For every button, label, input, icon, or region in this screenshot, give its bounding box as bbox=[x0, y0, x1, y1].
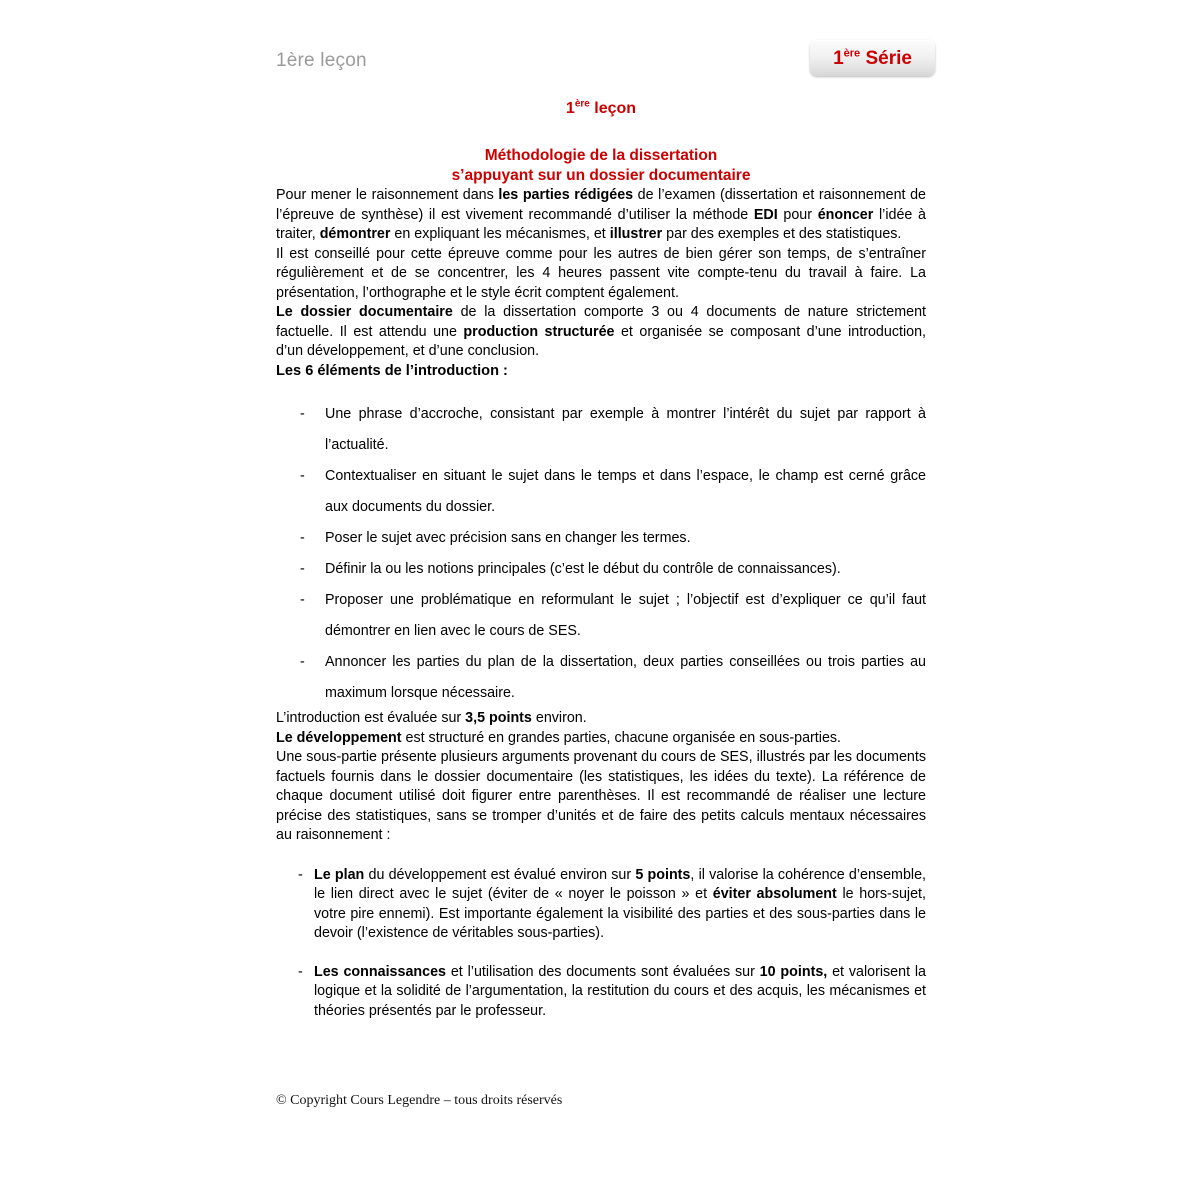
document-body bbox=[276, 98, 926, 1021]
text-run: Pour mener le raisonnement dans bbox=[276, 187, 499, 203]
page-header bbox=[276, 46, 936, 86]
intro-elements-list bbox=[276, 399, 926, 709]
paragraph-intro-points bbox=[276, 709, 926, 729]
page-title bbox=[276, 98, 926, 120]
serie-badge-label bbox=[833, 49, 912, 68]
footer-copyright: © Copyright Cours Legendre – tous droits réservés bbox=[276, 1093, 563, 1108]
page-title-rest: leçon bbox=[594, 100, 637, 117]
text-run: pour bbox=[777, 206, 818, 223]
text-run: est structuré en grandes parties, chacune organisée en sous-parties. bbox=[401, 729, 842, 746]
serie-badge-word: Série bbox=[865, 47, 912, 69]
text-run-bold: énoncer bbox=[817, 206, 874, 223]
text-run: , il valorise la cohérence d’ensemble, le lien direct avec le sujet (éviter de « noyer le poisson » et bbox=[314, 866, 926, 902]
paragraph-edi-method bbox=[276, 186, 926, 245]
paragraph-developpement bbox=[276, 729, 926, 749]
serie-badge bbox=[810, 40, 935, 76]
text-run-bold: Le dossier documentaire bbox=[276, 304, 453, 320]
text-run-bold: éviter absolument bbox=[712, 886, 837, 902]
text-run-bold: Le plan bbox=[314, 866, 365, 883]
text-run-bold: production structurée bbox=[463, 323, 615, 340]
text-run-bold: Le développement bbox=[276, 729, 402, 746]
page-subtitle-line-2: s’appuyant sur un dossier documentaire bbox=[451, 167, 751, 184]
text-run-bold: illustrer bbox=[609, 226, 663, 242]
text-run: du développement est évalué environ sur bbox=[364, 866, 636, 883]
developpement-criteria-list bbox=[276, 866, 926, 1022]
list-item: - Contextualiser en situant le sujet dans le temps et dans l’espace, le champ est cerné grâce aux documents du dossier. bbox=[300, 461, 926, 523]
running-header-title: 1ère leçon bbox=[276, 50, 367, 71]
list-item: - Proposer une problématique en reformulant le sujet ; l’objectif est d’expliquer ce qu’il faut démontrer en lien avec le cours de SES. bbox=[300, 585, 926, 647]
text-run-bold: 5 points bbox=[635, 866, 691, 883]
text-run: l’idée à traiter, bbox=[276, 206, 927, 242]
paragraph-sous-partie: Une sous-partie présente plusieurs arguments provenant du cours de SES, illustrés par les documents factuels fournis dans le dossier documentaire (les statistiques, les idées du texte). La référence de chaque document utilisé doit figurer entre parenthèses. Il est recommandé de réaliser une lecture précise des statistiques, sans se tromper d’unités et de faire des petits calculs mentaux nécessaires au raisonnement : bbox=[276, 749, 926, 843]
serie-badge-ordinal: ère bbox=[843, 47, 861, 60]
list-item bbox=[298, 963, 926, 1022]
text-run-bold: démontrer bbox=[319, 226, 391, 242]
paragraph-dossier bbox=[276, 303, 926, 362]
text-run-bold: Les connaissances bbox=[314, 963, 446, 980]
text-run-bold: les parties rédigées bbox=[498, 187, 634, 203]
text-run-bold: 10 points, bbox=[759, 963, 828, 980]
page-title-ordinal: ère bbox=[574, 98, 590, 110]
list-item: - Annoncer les parties du plan de la dissertation, deux parties conseillées ou trois parties au maximum lorsque nécessaire. bbox=[300, 647, 926, 709]
text-run: et organisée se composant d’une introduction, d’un développement, et d’une conclusion. bbox=[276, 323, 927, 359]
text-run: le hors-sujet, votre pire ennemi). Est importante également la visibilité des parties et des sous-parties dans le devoir (l’existence de véritables sous-parties). bbox=[314, 886, 926, 941]
list-item bbox=[298, 866, 926, 944]
text-run: et l’utilisation des documents sont évaluées sur bbox=[446, 963, 760, 980]
text-run: et valorisent la logique et la solidité de l’argumentation, la restitution du cours et des acquis, les mécanismes et théories présentés par le professeur. bbox=[314, 963, 927, 1019]
text-run-bold: EDI bbox=[753, 206, 778, 223]
text-run-bold: 3,5 points bbox=[465, 710, 532, 726]
page-subtitle bbox=[276, 146, 926, 186]
list-item: - Poser le sujet avec précision sans en changer les termes. bbox=[300, 523, 926, 554]
text-run: de l’examen (dissertation et raisonnement de l’épreuve de synthèse) il est vivement recommandé d’utiliser la méthode bbox=[276, 187, 927, 223]
list-item: - Une phrase d’accroche, consistant par exemple à montrer l’intérêt du sujet par rapport à l’actualité. bbox=[300, 399, 926, 461]
text-run: de la dissertation comporte 3 ou 4 documents de nature strictement factuelle. Il est attendu une bbox=[276, 304, 926, 340]
text-run: par des exemples et des statistiques. bbox=[662, 226, 902, 242]
list-item: - Définir la ou les notions principales (c’est le début du contrôle de connaissances). bbox=[300, 554, 926, 585]
text-run: L’introduction est évaluée sur bbox=[276, 710, 466, 726]
text-run: environ. bbox=[531, 710, 587, 726]
paragraph-exam-advice: Il est conseillé pour cette épreuve comme pour les autres de bien gérer son temps, de s’entraîner régulièrement et de se concentrer, les 4 heures passent vite compte-tenu du travail à faire. La présentation, l’orthographe et le style écrit comptent également. bbox=[276, 245, 926, 301]
heading-intro-elements: Les 6 éléments de l’introduction : bbox=[276, 362, 508, 379]
text-run: en expliquant les mécanismes, et bbox=[390, 226, 610, 242]
serie-badge-number: 1 bbox=[833, 47, 844, 69]
page-subtitle-line-1: Méthodologie de la dissertation bbox=[484, 147, 718, 164]
page-title-number: 1 bbox=[565, 100, 575, 117]
